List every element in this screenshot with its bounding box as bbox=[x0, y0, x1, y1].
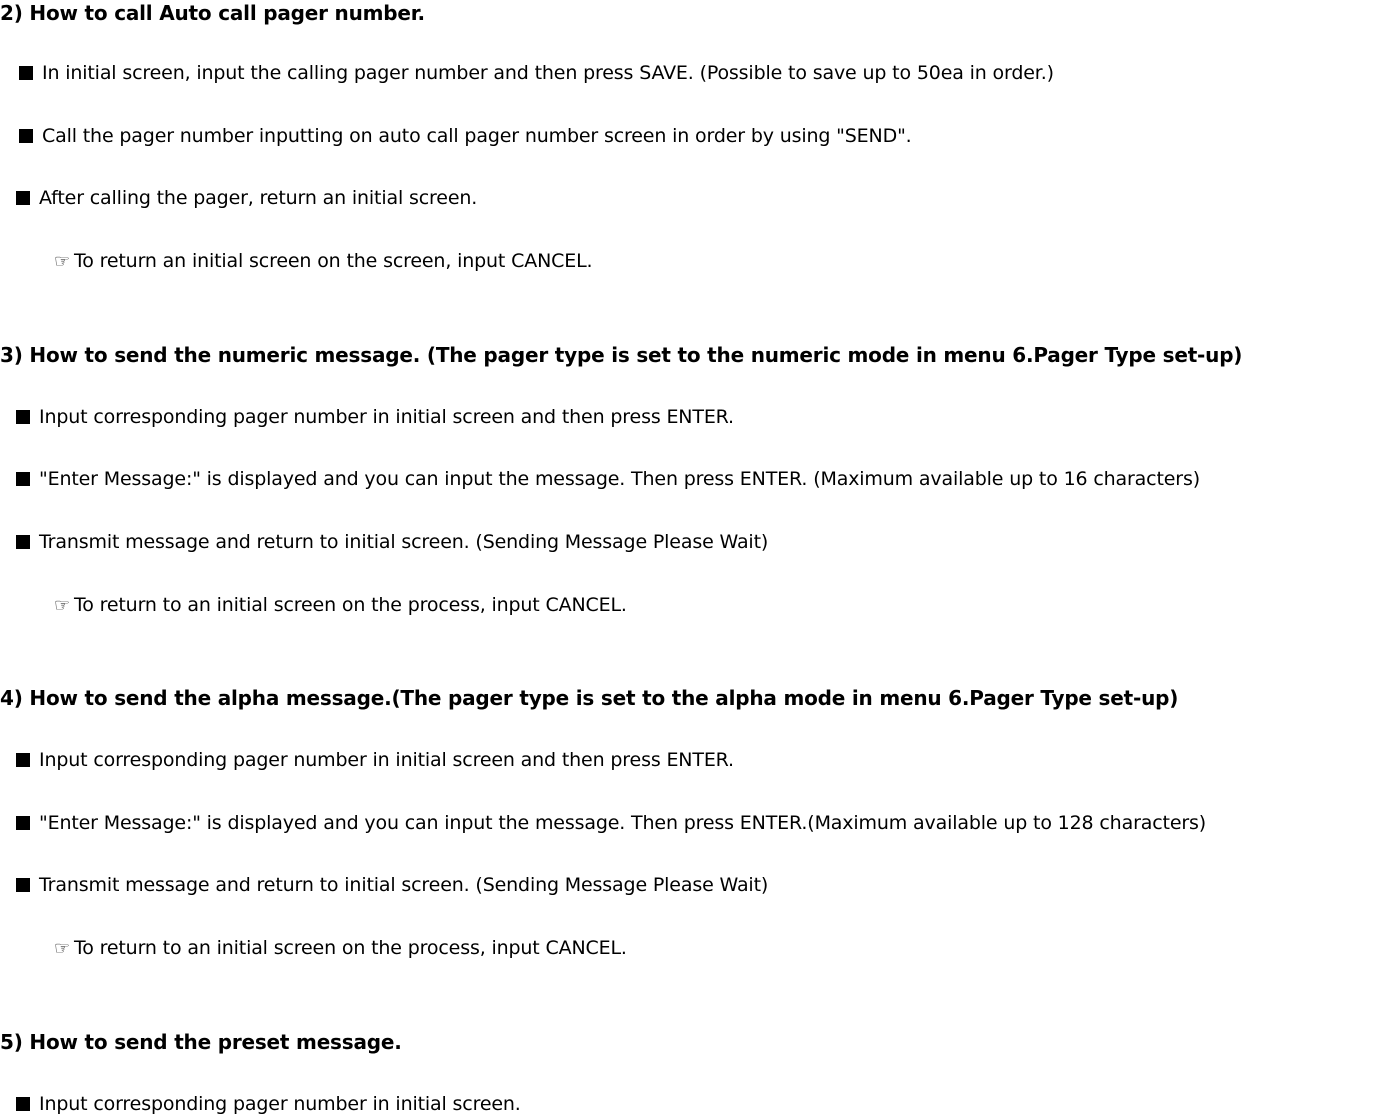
black-square-icon bbox=[16, 191, 30, 205]
black-square-icon bbox=[16, 753, 30, 767]
bullet-item bbox=[16, 1091, 521, 1117]
bullet-text: Input corresponding pager number in initial screen and then press ENTER. bbox=[39, 406, 734, 428]
section-heading-2: 2) How to call Auto call pager number. bbox=[0, 1, 425, 25]
black-square-icon bbox=[16, 410, 30, 424]
note-text: To return an initial screen on the screen, input CANCEL. bbox=[74, 250, 593, 272]
bullet-item bbox=[16, 466, 1200, 492]
black-square-icon bbox=[19, 66, 33, 80]
black-square-icon bbox=[16, 535, 30, 549]
bullet-item bbox=[19, 60, 1054, 86]
note-text: To return to an initial screen on the process, input CANCEL. bbox=[74, 937, 627, 959]
bullet-item bbox=[16, 404, 734, 430]
black-square-icon bbox=[16, 878, 30, 892]
note-item bbox=[54, 248, 592, 275]
bullet-text: "Enter Message:" is displayed and you can input the message. Then press ENTER. (Maximum available up to 16 characters) bbox=[39, 468, 1200, 490]
section-heading-5: 5) How to send the preset message. bbox=[0, 1030, 402, 1054]
black-square-icon bbox=[16, 472, 30, 486]
section-heading-4: 4) How to send the alpha message.(The pager type is set to the alpha mode in menu 6.Pager Type set-up) bbox=[0, 686, 1179, 710]
bullet-text: Input corresponding pager number in initial screen. bbox=[39, 1093, 521, 1115]
pointing-hand-icon: ☞ bbox=[54, 938, 70, 959]
bullet-text: "Enter Message:" is displayed and you can input the message. Then press ENTER.(Maximum available up to 128 characters) bbox=[39, 812, 1207, 834]
bullet-text: After calling the pager, return an initial screen. bbox=[39, 187, 478, 209]
bullet-text: Transmit message and return to initial screen. (Sending Message Please Wait) bbox=[39, 874, 769, 896]
note-text: To return to an initial screen on the process, input CANCEL. bbox=[74, 594, 627, 616]
bullet-text: Call the pager number inputting on auto call pager number screen in order by using "SEND". bbox=[42, 125, 912, 147]
bullet-item bbox=[16, 810, 1206, 836]
pointing-hand-icon: ☞ bbox=[54, 595, 70, 616]
bullet-item bbox=[16, 747, 734, 773]
pointing-hand-icon: ☞ bbox=[54, 251, 70, 272]
bullet-item bbox=[19, 123, 912, 149]
note-item bbox=[54, 592, 627, 619]
note-item bbox=[54, 935, 627, 962]
bullet-text: In initial screen, input the calling pager number and then press SAVE. (Possible to save up to 50ea in order.) bbox=[42, 62, 1054, 84]
bullet-item bbox=[16, 185, 477, 211]
black-square-icon bbox=[16, 1097, 30, 1111]
bullet-text: Transmit message and return to initial screen. (Sending Message Please Wait) bbox=[39, 531, 769, 553]
black-square-icon bbox=[19, 129, 33, 143]
section-heading-3: 3) How to send the numeric message. (The pager type is set to the numeric mode in menu 6.Pager Type set-up) bbox=[0, 343, 1243, 367]
bullet-item bbox=[16, 529, 768, 555]
bullet-item bbox=[16, 872, 768, 898]
black-square-icon bbox=[16, 816, 30, 830]
bullet-text: Input corresponding pager number in initial screen and then press ENTER. bbox=[39, 749, 734, 771]
